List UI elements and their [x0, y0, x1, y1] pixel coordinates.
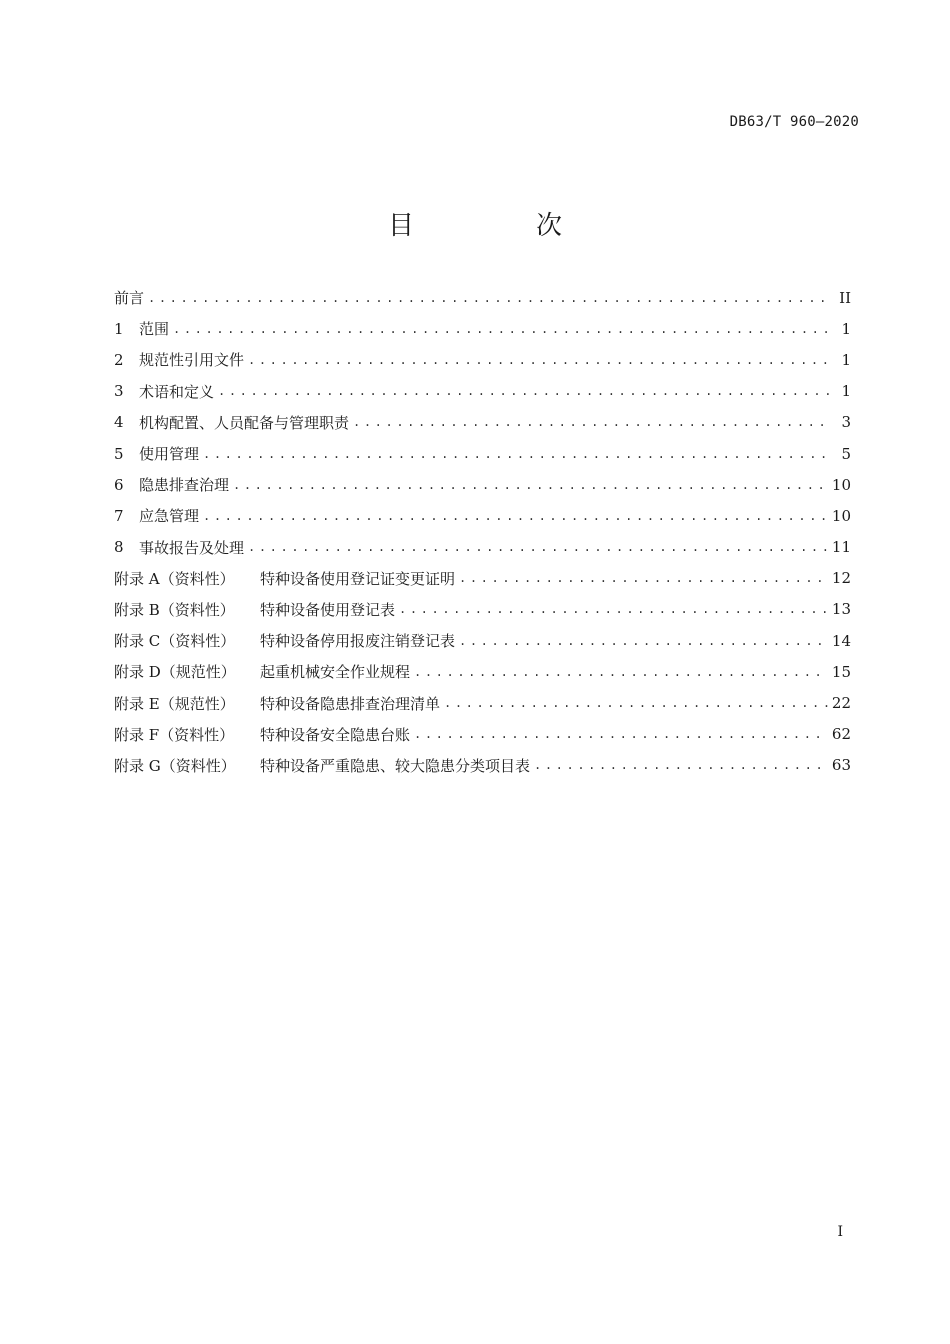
toc-entry-label: 术语和定义 [139, 382, 215, 401]
toc-dot-leader [414, 727, 828, 741]
toc-entry[interactable] [114, 500, 851, 531]
toc-entry-label: 范围 [139, 320, 170, 339]
toc-entry-page: 11 [831, 538, 851, 557]
table-of-contents [114, 282, 851, 781]
toc-entry-page: 22 [831, 694, 851, 713]
toc-dot-leader [353, 415, 829, 429]
toc-entry-page: 3 [841, 413, 851, 432]
toc-entry-label: 隐患排查治理 [139, 476, 230, 495]
toc-entry-label: 机构配置、人员配备与管理职责 [139, 413, 350, 432]
toc-entry[interactable] [114, 532, 851, 563]
toc-entry-label: 规范性引用文件 [139, 351, 245, 370]
toc-entry[interactable] [114, 344, 851, 375]
toc-entry[interactable] [114, 469, 851, 500]
toc-entry[interactable] [114, 687, 851, 718]
toc-entry-label: 前言 [114, 289, 145, 308]
toc-dot-leader [233, 478, 828, 492]
toc-entry[interactable] [114, 313, 851, 344]
toc-entry-label: 特种设备停用报废注销登记表 [260, 632, 456, 651]
toc-entry[interactable] [114, 407, 851, 438]
toc-entry-page: 13 [831, 600, 851, 619]
toc-dot-leader [173, 322, 829, 336]
toc-entry-number: 8 [114, 538, 124, 557]
toc-entry-annex-prefix: 附录 F（资料性） [114, 725, 235, 744]
toc-entry-page: 14 [831, 631, 851, 650]
toc-entry-annex-prefix: 附录 B（资料性） [114, 600, 235, 619]
toc-dot-leader [444, 696, 828, 710]
toc-entry-page: 1 [841, 319, 851, 338]
toc-entry-label: 特种设备严重隐患、较大隐患分类项目表 [260, 756, 531, 775]
toc-dot-leader [459, 571, 828, 585]
toc-dot-leader [534, 758, 828, 772]
toc-entry-label: 事故报告及处理 [139, 538, 245, 557]
toc-entry-page: 62 [831, 725, 851, 744]
toc-entry-page: 10 [831, 475, 851, 494]
toc-entry[interactable] [114, 563, 851, 594]
toc-dot-leader [248, 353, 829, 367]
toc-entry-annex-prefix: 附录 G（资料性） [114, 756, 236, 775]
toc-entry[interactable] [114, 625, 851, 656]
toc-entry[interactable] [114, 376, 851, 407]
toc-entry-number: 1 [114, 319, 124, 338]
toc-entry[interactable] [114, 656, 851, 687]
toc-entry-label: 应急管理 [139, 507, 200, 526]
toc-entry-label: 特种设备使用登记证变更证明 [260, 569, 456, 588]
document-code: DB63/T 960—2020 [729, 114, 859, 130]
toc-dot-leader [399, 602, 828, 616]
toc-entry-number: 4 [114, 413, 124, 432]
toc-entry-label: 特种设备使用登记表 [260, 600, 396, 619]
page-title: 目 次 [387, 211, 610, 241]
toc-entry[interactable] [114, 594, 851, 625]
toc-entry[interactable] [114, 438, 851, 469]
toc-entry-annex-prefix: 附录 A（资料性） [114, 569, 235, 588]
toc-entry-page: 10 [831, 506, 851, 525]
toc-entry-number: 2 [114, 350, 124, 369]
toc-dot-leader [218, 384, 829, 398]
toc-dot-leader [203, 447, 829, 461]
toc-entry-label: 使用管理 [139, 445, 200, 464]
toc-entry-page: 15 [831, 662, 851, 681]
toc-entry-page: 1 [841, 382, 851, 401]
toc-entry-label: 特种设备安全隐患台账 [260, 725, 411, 744]
toc-entry-page: 1 [841, 350, 851, 369]
toc-entry-number: 5 [114, 444, 124, 463]
toc-entry[interactable] [114, 719, 851, 750]
toc-dot-leader [148, 291, 829, 305]
toc-entry-number: 6 [114, 475, 124, 494]
toc-entry-page: 63 [831, 756, 851, 775]
toc-entry[interactable] [114, 750, 851, 781]
toc-entry-page: 12 [831, 569, 851, 588]
toc-dot-leader [459, 634, 828, 648]
page-number: I [837, 1224, 843, 1240]
toc-entry-number: 7 [114, 506, 124, 525]
toc-entry-annex-prefix: 附录 C（资料性） [114, 632, 236, 651]
toc-entry-page: II [839, 288, 851, 307]
toc-entry-label: 起重机械安全作业规程 [260, 663, 411, 682]
toc-entry[interactable] [114, 282, 851, 313]
toc-entry-annex-prefix: 附录 D（规范性） [114, 663, 236, 682]
toc-entry-annex-prefix: 附录 E（规范性） [114, 694, 235, 713]
toc-dot-leader [248, 540, 828, 554]
toc-entry-number: 3 [114, 382, 124, 401]
toc-dot-leader [203, 509, 828, 523]
toc-entry-page: 5 [841, 444, 851, 463]
toc-entry-label: 特种设备隐患排查治理清单 [260, 694, 441, 713]
toc-dot-leader [414, 665, 828, 679]
